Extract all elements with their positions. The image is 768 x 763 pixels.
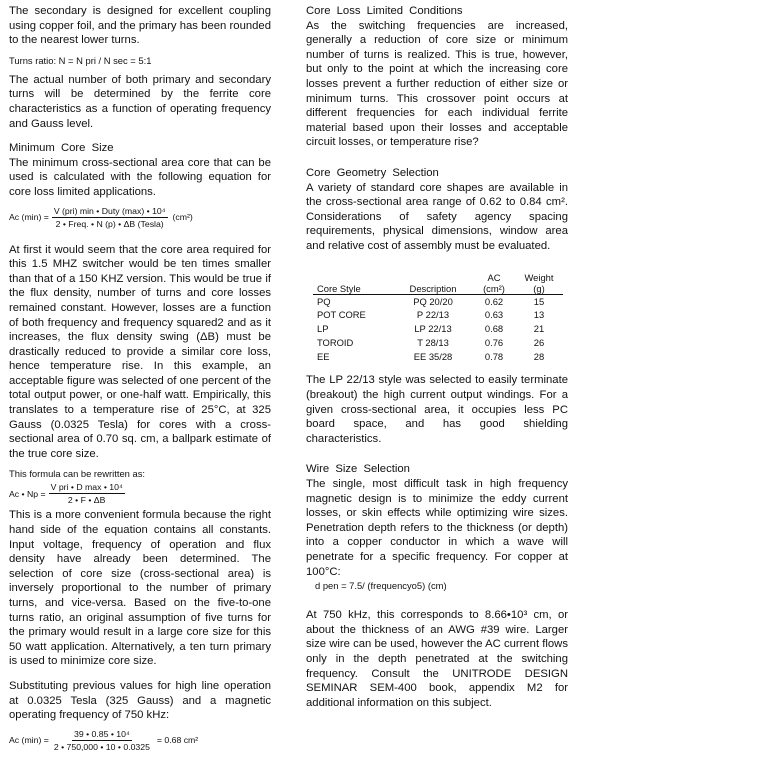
equation-numerator: V pri • D max • 10⁴ bbox=[50, 482, 123, 493]
heading-minimum-core-size: Minimum Core Size bbox=[9, 142, 114, 155]
cell-style: LP bbox=[317, 323, 329, 335]
equation-fraction bbox=[52, 729, 152, 752]
cell-description: P 22/13 bbox=[416, 309, 450, 321]
paragraph-turns-determination: The actual number of both primary and secondary turns will be determined by the ferrite core characteristics as a function of operating frequency and Gauss level. bbox=[9, 73, 271, 130]
cell-style: POT CORE bbox=[317, 309, 366, 321]
equation-numerator: 39 • 0.85 • 10⁴ bbox=[74, 728, 130, 739]
table-row bbox=[313, 322, 563, 336]
equation-denominator: 2 • 750,000 • 10 • 0.0325 bbox=[53, 741, 150, 752]
table-header-row bbox=[313, 272, 563, 283]
equation-unit: (cm²) bbox=[172, 212, 193, 223]
cell-weight: 21 bbox=[533, 323, 545, 335]
cell-description: PQ 20/20 bbox=[413, 295, 453, 307]
equation-lhs: Ac • Np = bbox=[9, 488, 46, 499]
heading-core-loss-limited: Core Loss Limited Conditions bbox=[306, 5, 463, 17]
heading-core-geometry: Core Geometry Selection bbox=[306, 166, 439, 179]
cell-ac: 0.76 bbox=[484, 336, 504, 348]
header-description: Description bbox=[393, 272, 473, 295]
header-weight-unit: (g) bbox=[515, 283, 563, 295]
left-column bbox=[9, 4, 271, 756]
cell-ac: 0.68 bbox=[484, 323, 504, 335]
equation-lhs: Ac (min) = bbox=[9, 212, 49, 223]
table-row bbox=[313, 294, 563, 308]
cell-weight: 13 bbox=[533, 309, 545, 321]
turns-ratio-line: Turns ratio: N = N pri / N sec = 5:1 bbox=[9, 54, 152, 66]
equation-fraction bbox=[52, 206, 168, 229]
cell-weight: 15 bbox=[533, 295, 545, 307]
cell-style: TOROID bbox=[317, 336, 354, 348]
equation-lhs: Ac (min) = bbox=[9, 735, 49, 746]
equation-ac-np bbox=[9, 482, 271, 505]
heading-wire-size: Wire Size Selection bbox=[306, 463, 410, 476]
paragraph-wire-size: The single, most difficult task in high frequency magnetic design is to minimize the eddy current losses, or skin effects while optimizing wire sizes. Penetration depth refers to the thickness (or depth) into a copper conductor in which a wave will penetrate for a specific frequency. For copper at 100°C: bbox=[306, 478, 568, 578]
table-row bbox=[313, 308, 563, 322]
cell-description: EE 35/28 bbox=[413, 350, 453, 362]
cell-ac: 0.78 bbox=[484, 350, 504, 362]
header-weight: Weight bbox=[524, 271, 554, 283]
equation-numerator: V (pri) min • Duty (max) • 10⁴ bbox=[53, 205, 166, 216]
table-row bbox=[313, 350, 563, 364]
right-column bbox=[306, 4, 568, 710]
core-style-table bbox=[313, 272, 563, 364]
header-core-style: Core Style bbox=[313, 272, 393, 295]
cell-weight: 26 bbox=[533, 336, 545, 348]
equation-result: = 0.68 cm² bbox=[156, 735, 199, 746]
equation-core-area bbox=[9, 206, 271, 229]
paragraph-minimum-core: The minimum cross-sectional area core that can be used is calculated with the following equation for core loss limited applications. bbox=[9, 156, 271, 198]
paragraph-substituting: Substituting previous values for high line operation at 0.0325 Tesla (325 Gauss) and a magnetic operating frequency of 750 kHz: bbox=[9, 679, 271, 722]
equation-fraction bbox=[49, 482, 125, 505]
rewrite-line: This formula can be rewritten as: bbox=[9, 468, 145, 480]
paragraph-core-loss: As the switching frequencies are increased, generally a reduction of core size or minimum number of turns is realized. This is true, however, but only to the point at which the increasing core losses prevent a further reduction of either size or minimum turns. This crossover point occurs at different frequencies for each individual ferrite material based upon their losses and acceptable circuit losses, or temperature rise? bbox=[306, 19, 568, 149]
header-ac: AC bbox=[487, 271, 501, 283]
cell-weight: 28 bbox=[533, 350, 545, 362]
cell-description: T 28/13 bbox=[417, 336, 449, 348]
cell-style: EE bbox=[317, 350, 330, 362]
header-ac-unit: (cm²) bbox=[473, 283, 515, 295]
paragraph-core-geometry: A variety of standard core shapes are available in the cross-sectional area range of 0.62 to 0.84 cm². Considerations of safety agency spacing requirements, physical dimensions, window area and relative cost of assembly must be evaluated. bbox=[306, 181, 568, 252]
cell-style: PQ bbox=[317, 295, 331, 307]
penetration-depth-formula: d pen = 7.5/ (frequencyo5) (cm) bbox=[315, 580, 447, 592]
paragraph-core-area-discussion: At first it would seem that the core area required for this 1.5 MHZ switcher would be ten times smaller than that of a 150 KHZ version. This would be true if the flux density, number of turns and core losses remained constant. However, losses are a function of both frequency and frequency squared2 and as it increases, the flux density swing (ΔB) must be drastically reduced to provide a similar core loss, hence temperature rise. In this example, an acceptable figure was selected of one percent of the total output power, or one-half watt. Empirically, this translates to a temperature rise of 25°C, at 325 Gauss (0.0325 Tesla) for cores with a cross-sectional area of 0.70 sq. cm, a ballpark estimate of the true core size. bbox=[9, 243, 271, 460]
cell-ac: 0.62 bbox=[484, 295, 504, 307]
paragraph-750khz: At 750 kHz, this corresponds to 8.66•10³ cm, or about the thickness of an AWG #39 wire. Larger size wire can be used, however the AC current flows only in the depth penetrated at the switching frequency. Consult the UNITRODE DESIGN SEMINAR SEM-400 book, appendix M2 for additional information on this subject. bbox=[306, 609, 568, 709]
equation-denominator: 2 • F • ΔB bbox=[67, 495, 106, 506]
equation-ac-result bbox=[9, 729, 271, 752]
paragraph-secondary-design: The secondary is designed for excellent coupling using copper foil, and the primary has been rounded to the nearest lower turns. bbox=[9, 5, 271, 47]
paragraph-lp-selected: The LP 22/13 style was selected to easily terminate (breakout) the high current output windings. For a given cross-sectional area, it occupies less PC board space, and has good shielding characteristics. bbox=[306, 374, 568, 445]
table-row bbox=[313, 336, 563, 350]
paragraph-convenient-formula: This is a more convenient formula because the right hand side of the equation contains all constants. Input voltage, frequency of operation and flux density have already been determined. The selection of core size (cross-sectional area) is inversely proportional to the number of primary turns, and vice-versa. Based on the five-to-one turns ratio, an original assumption of five turns for the primary would result in a large core size for this 50 watt application. Alternatively, a ten turn primary is used to minimize core size. bbox=[9, 509, 271, 668]
cell-description: LP 22/13 bbox=[414, 323, 452, 335]
equation-denominator: 2 • Freq. • N (p) • ΔB (Tesla) bbox=[55, 218, 164, 229]
cell-ac: 0.63 bbox=[484, 309, 504, 321]
